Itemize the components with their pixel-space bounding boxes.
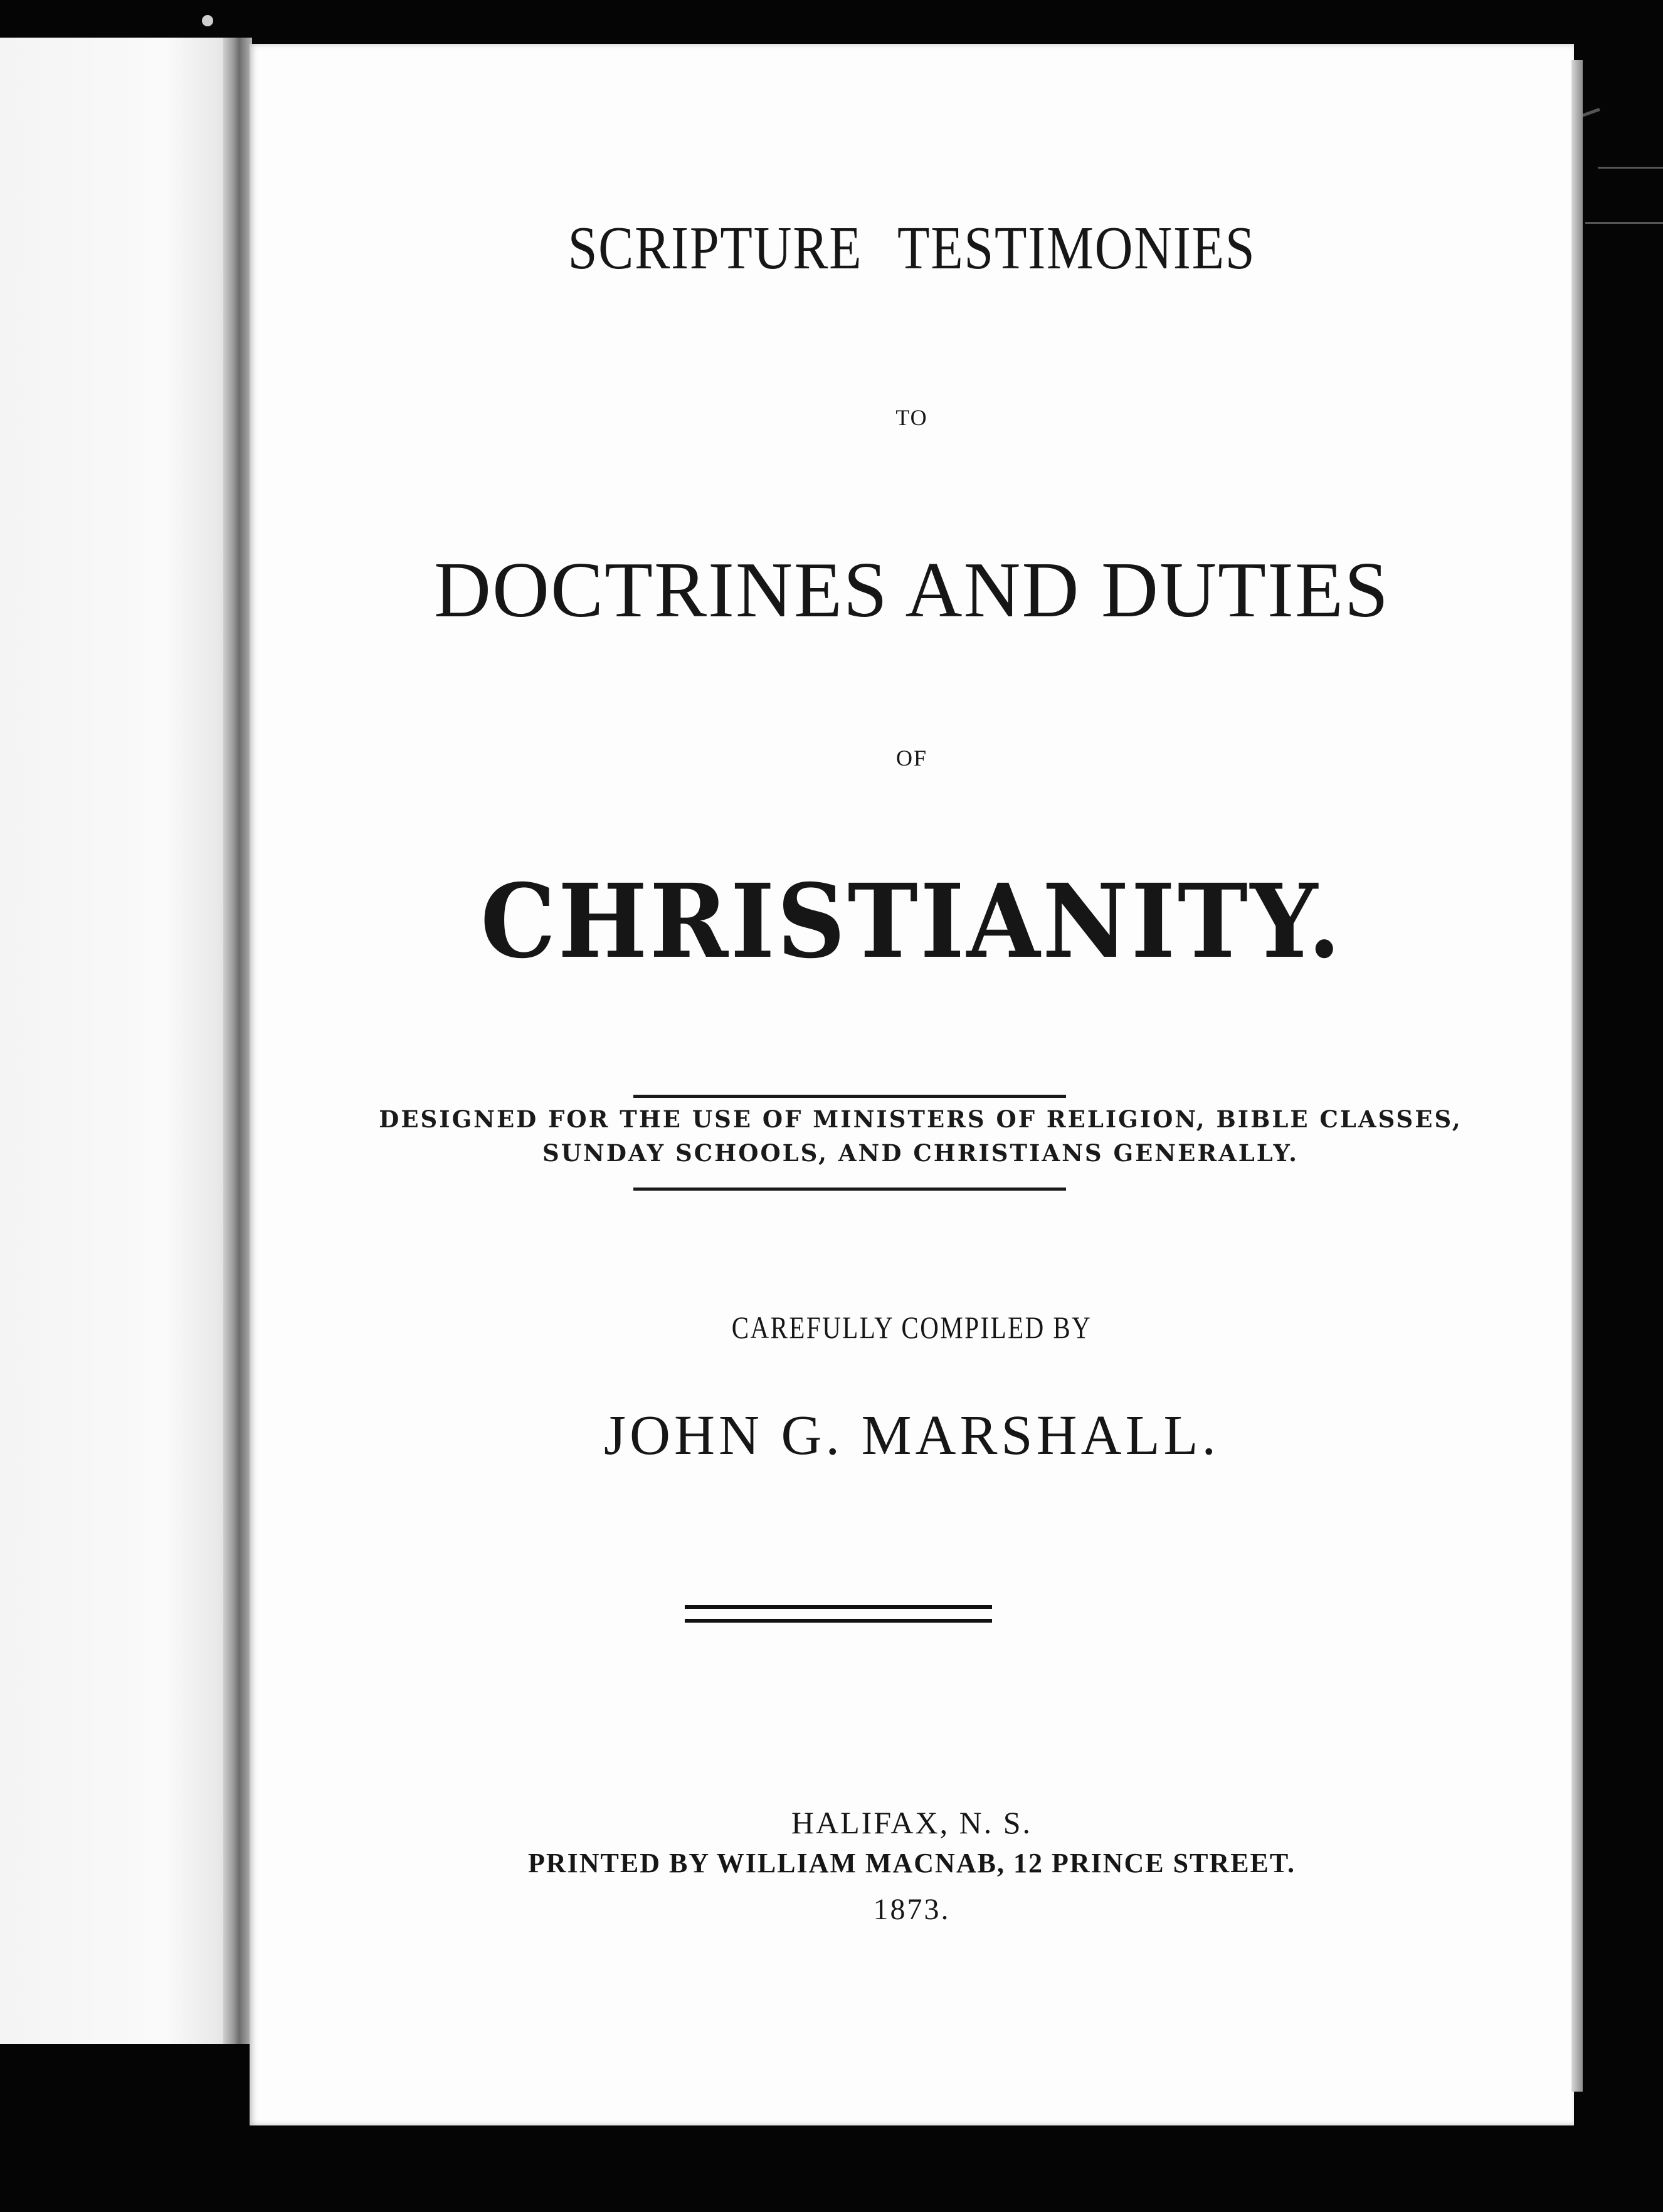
- dust-speck: [202, 15, 213, 26]
- imprint-printer: PRINTED BY WILLIAM MACNAB, 12 PRINCE STREET.: [528, 1848, 1296, 1878]
- imprint-year: 1873.: [873, 1893, 951, 1926]
- pencil-mark: [1585, 222, 1663, 224]
- title-line-3: CHRISTIANITY.: [480, 862, 1343, 981]
- subtitle-line-1: DESIGNED FOR THE USE OF MINISTERS OF RELIGION, BIBLE CLASSES,: [379, 1105, 1462, 1133]
- author-name: JOHN G. MARSHALL.: [603, 1404, 1220, 1467]
- connector-to: TO: [895, 405, 928, 430]
- compiled-by-line: CAREFULLY COMPILED BY: [731, 1310, 1092, 1345]
- subtitle-line-2: SUNDAY SCHOOLS, AND CHRISTIANS GENERALLY.: [542, 1139, 1299, 1167]
- imprint-block: [250, 0, 1574, 2212]
- connector-of: OF: [895, 745, 928, 771]
- title-line-2: DOCTRINES AND DUTIES: [433, 547, 1390, 634]
- title-line-1: SCRIPTURE TESTIMONIES: [568, 214, 1256, 282]
- pencil-mark: [1598, 167, 1663, 169]
- imprint-place: HALIFAX, N. S.: [791, 1805, 1033, 1840]
- page-edge-shadow: [1571, 60, 1583, 2092]
- facing-blank-page: [0, 38, 238, 2044]
- book-gutter: [223, 38, 252, 2044]
